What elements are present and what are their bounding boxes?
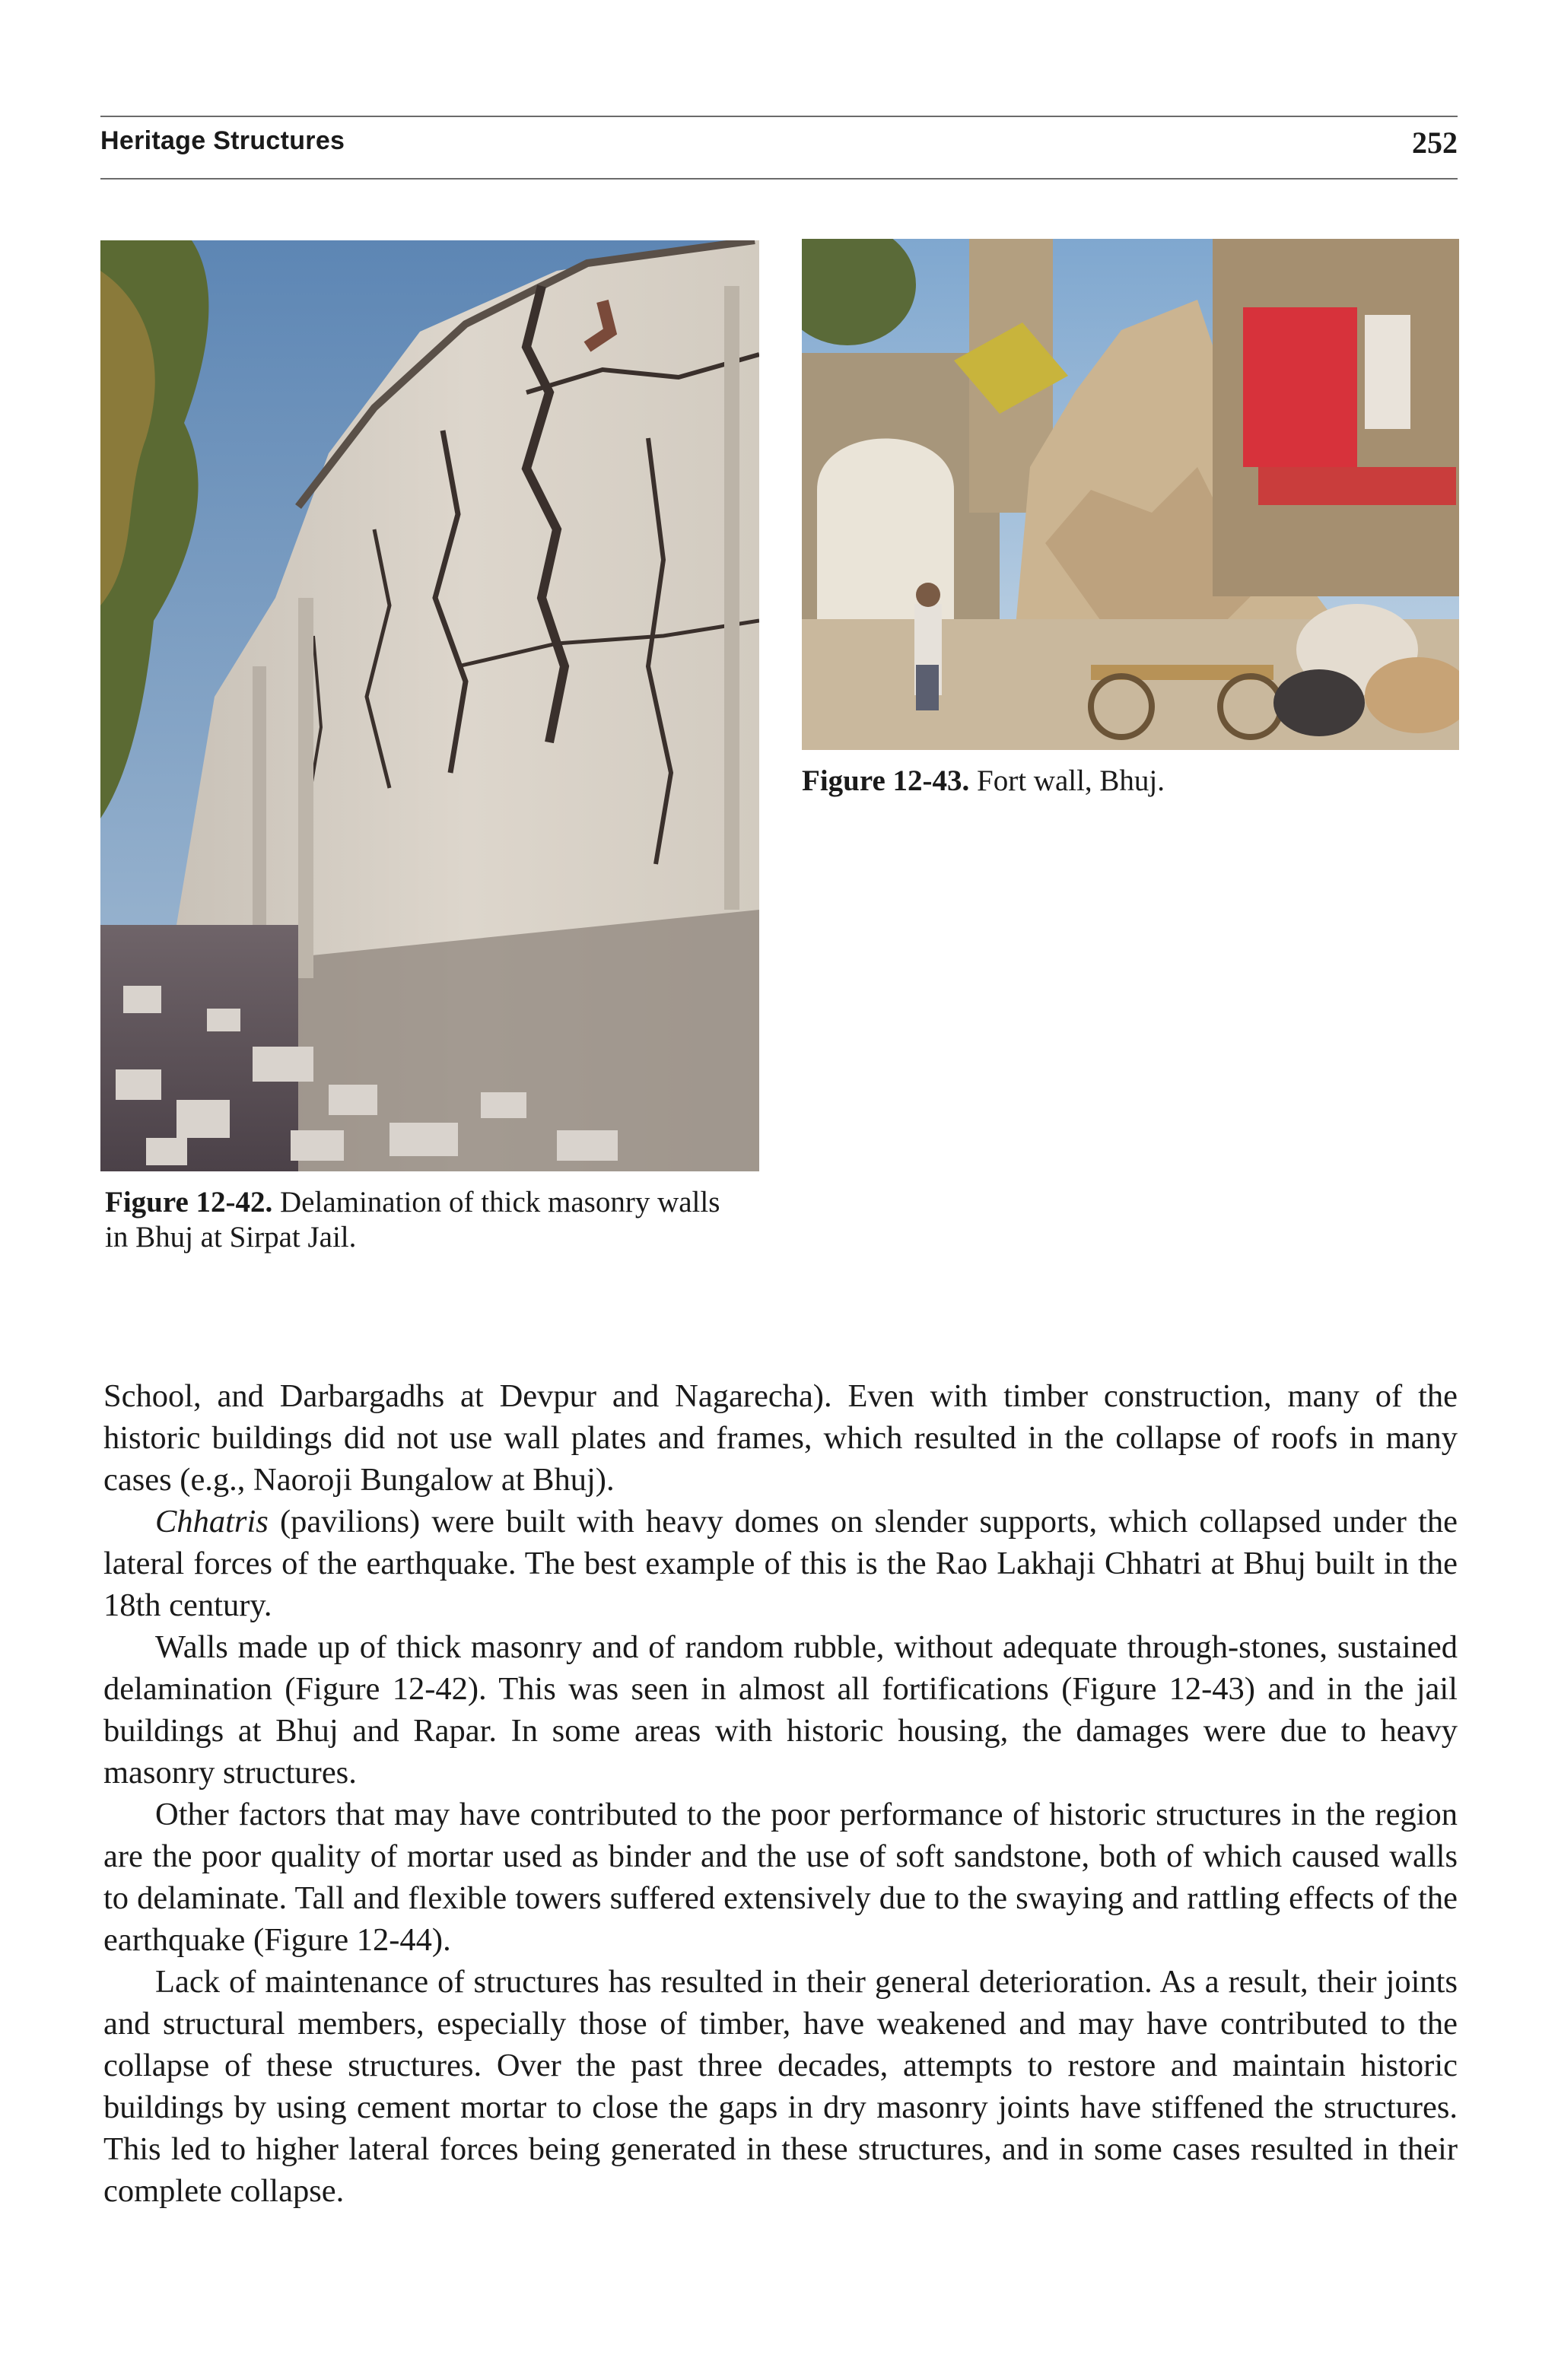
paragraph-2-text: (pavilions) were built with heavy domes on slender supports, which collapsed under the lateral forces of the earthquake. The best example of this is the Rao Lakhaji Chhatri at Bhuj built in the 18th century. xyxy=(103,1504,1458,1623)
figure-12-43-text: Fort wall, Bhuj. xyxy=(977,764,1165,797)
figure-12-42-text: Delamination of thick masonry walls in Bhuj at Sirpat Jail. xyxy=(105,1186,720,1254)
figure-12-43-caption xyxy=(802,764,1456,799)
header-rule-bottom xyxy=(100,178,1458,180)
figure-12-43-photo xyxy=(802,239,1459,750)
running-head: Heritage Structures xyxy=(100,126,345,155)
chhatris-term: Chhatris xyxy=(155,1504,269,1540)
page-number: 252 xyxy=(1412,126,1458,160)
paragraph-2 xyxy=(103,1501,1458,1626)
paragraph-4: Other factors that may have contributed to the poor performance of historic structures in the region are the poor quality of mortar used as binder and the use of soft sandstone, both of which caused walls to delaminate. Tall and flexible towers suffered extensively due to the swaying and rattling effects of the earthquake (Figure 12-44). xyxy=(103,1797,1458,1958)
body-text xyxy=(103,1375,1458,2212)
figure-12-42-caption xyxy=(105,1185,744,1255)
paragraph-1: School, and Darbargadhs at Devpur and Nagarecha). Even with timber construction, many of the historic buildings did not use wall plates and frames, which resulted in the collapse of roofs in many cases (e.g., Naoroji Bungalow at Bhuj). xyxy=(103,1378,1458,1498)
figure-12-42-label: Figure 12-42. xyxy=(105,1186,273,1219)
header-rule-top xyxy=(100,116,1458,117)
paragraph-3: Walls made up of thick masonry and of random rubble, without adequate through-stones, sustained delamination (Figure 12-42). This was seen in almost all fortifications (Figure 12-43) and in the jail buildings at Bhuj and Rapar. In some areas with historic housing, the damages were due to heavy masonry structures. xyxy=(103,1629,1458,1791)
figure-12-42-photo xyxy=(100,240,759,1171)
figure-12-43-label: Figure 12-43. xyxy=(802,764,970,797)
paragraph-5: Lack of maintenance of structures has resulted in their general deterioration. As a result, their joints and structural members, especially those of timber, have weakened and may have contributed to the collapse of these structures. Over the past three decades, attempts to restore and maintain historic buildings by using cement mortar to close the gaps in dry masonry joints have stiffened the structures. This led to higher lateral forces being generated in these structures, and in some cases resulted in their complete collapse. xyxy=(103,1964,1458,2209)
